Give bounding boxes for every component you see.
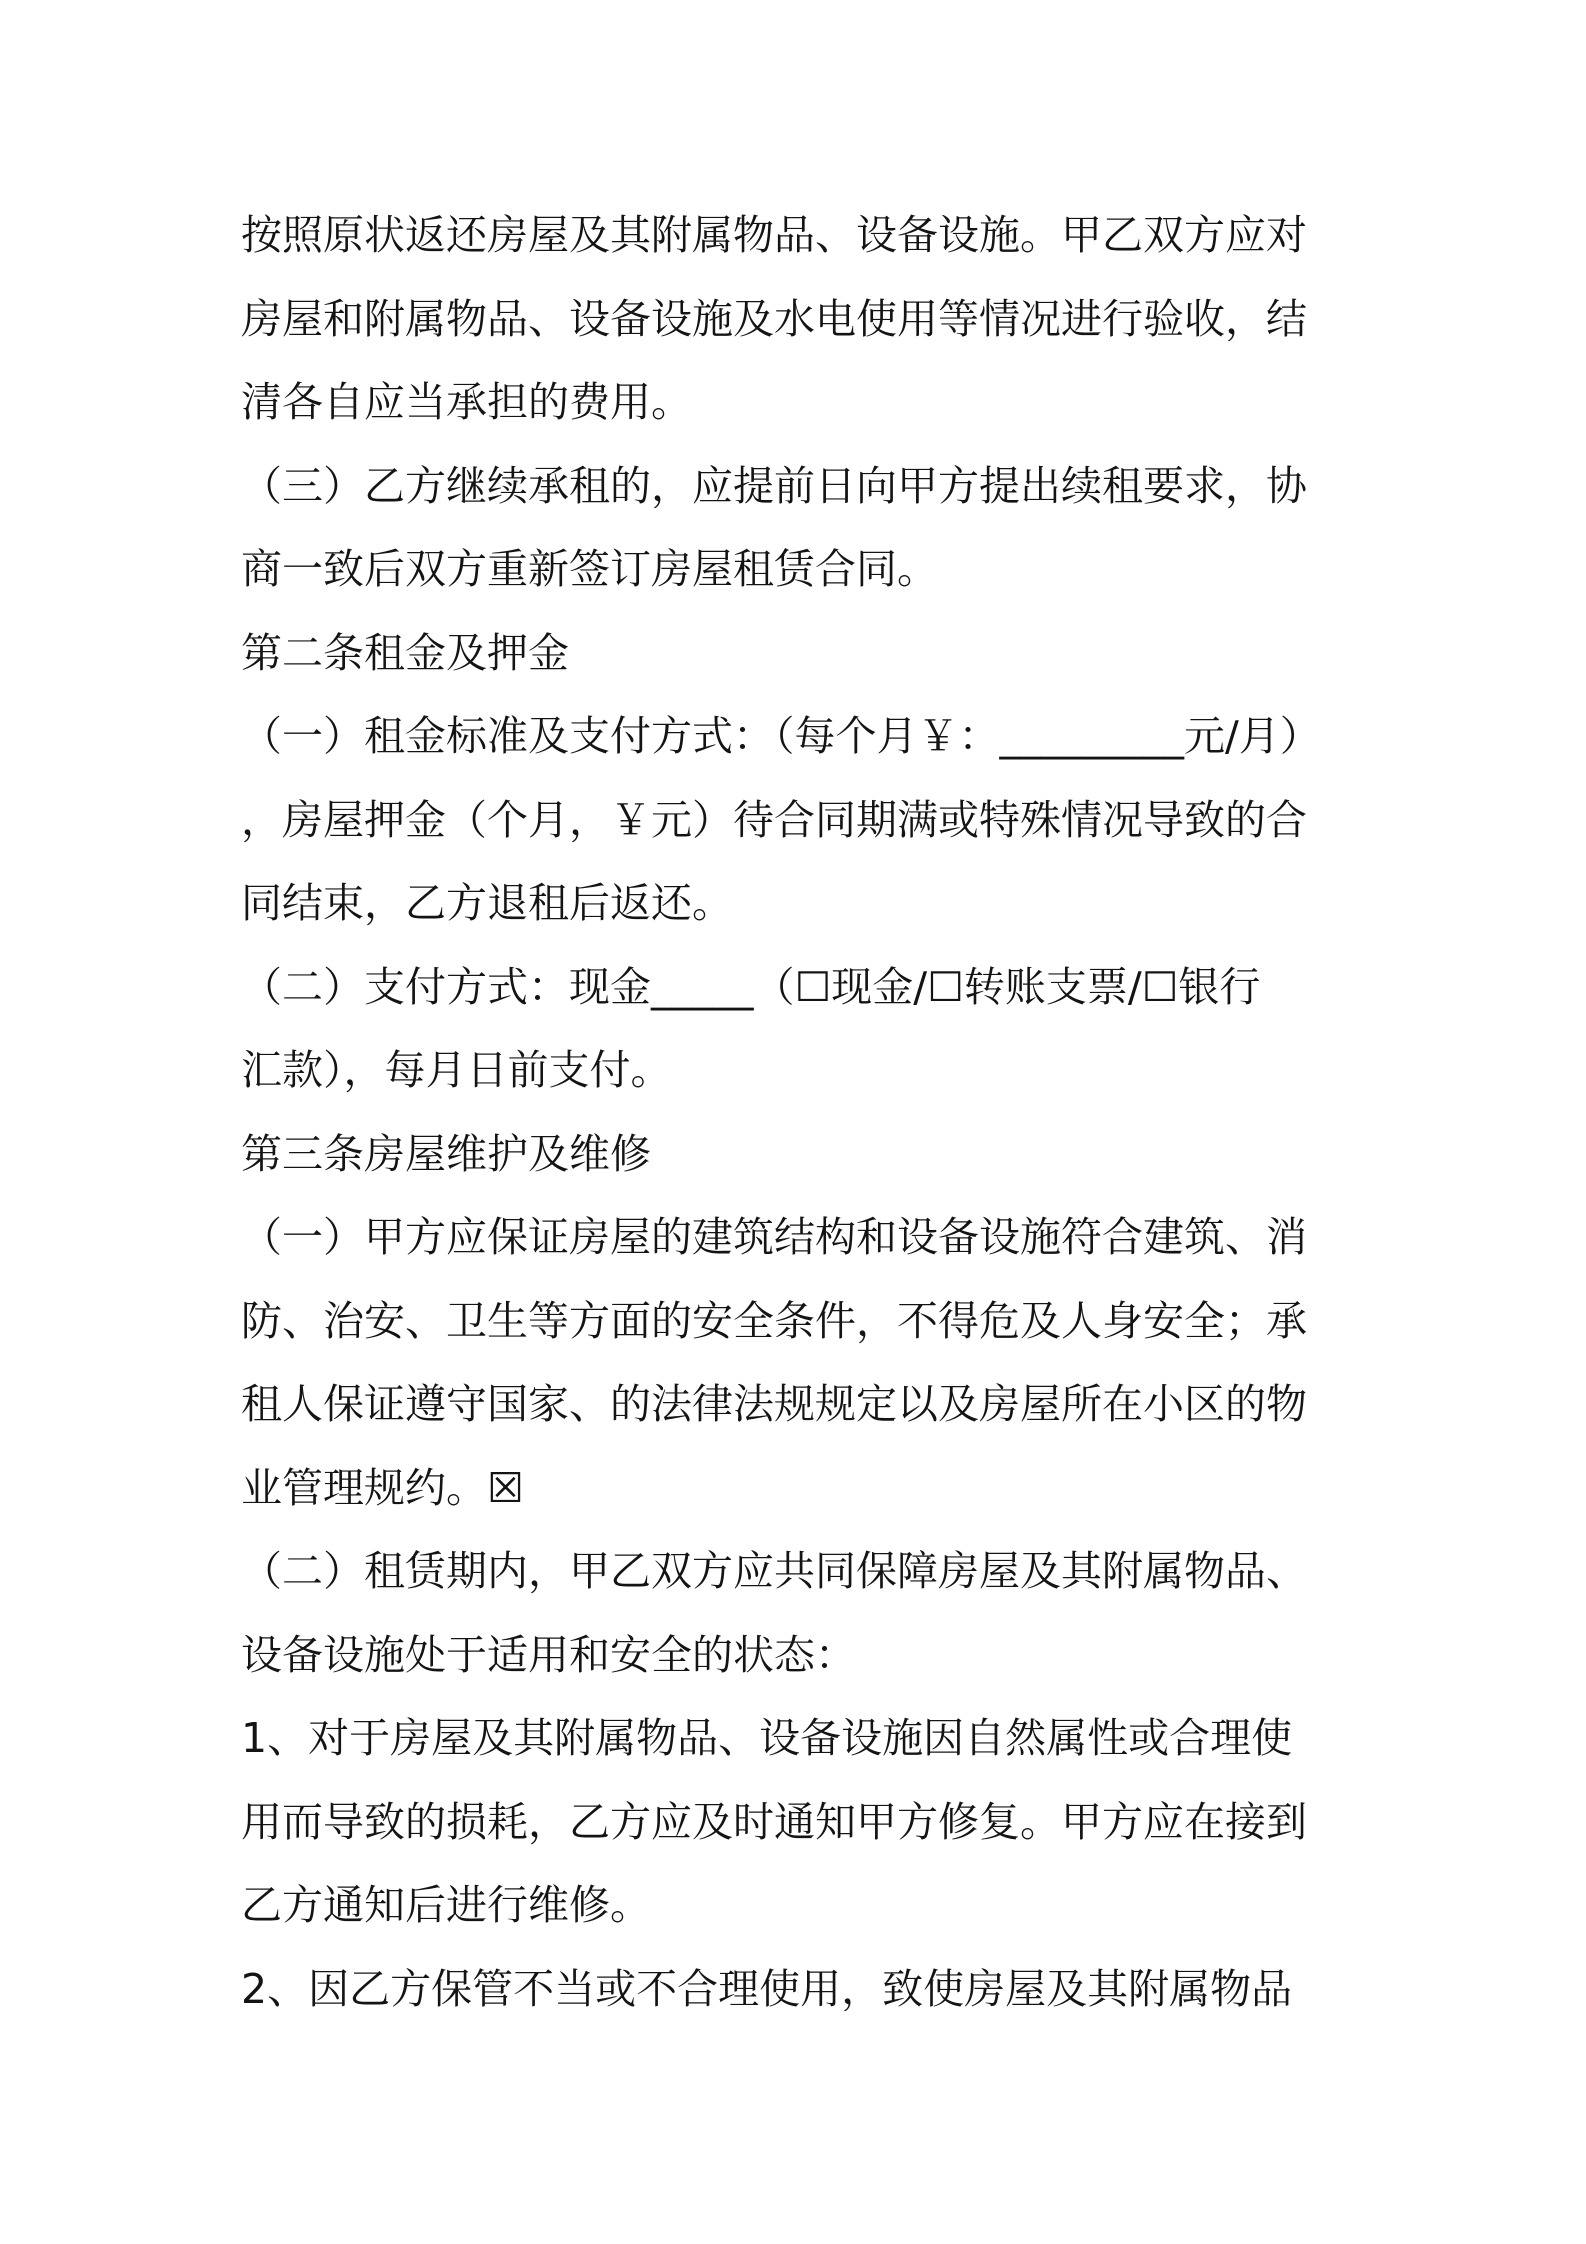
text-line: （一）甲方应保证房屋的建筑结构和设备设施符合建筑、消 (241, 1213, 1307, 1261)
text-line: 租人保证遵守国家、的法律法规规定以及房屋所在小区的物 (241, 1380, 1307, 1428)
text-line: 1、对于房屋及其附属物品、设备设施因自然属性或合理使 (241, 1714, 1293, 1762)
section-heading: 第二条租金及押金 (241, 628, 569, 677)
text-line: （二）支付方式：现金_____（☐现金/☐转账支票/☐银行 (241, 962, 1261, 1011)
text-line: 设备设施处于适用和安全的状态： (241, 1630, 856, 1679)
text-line: 防、治安、卫生等方面的安全条件，不得危及人身安全；承 (241, 1296, 1307, 1345)
text-line: 业管理规约。☒ (241, 1463, 524, 1512)
text-line: 乙方通知后进行维修。 (241, 1881, 651, 1929)
text-line: 汇款），每月日前支付。 (241, 1046, 672, 1094)
text-line: 用而导致的损耗，乙方应及时通知甲方修复。甲方应在接到 (241, 1797, 1307, 1846)
text-line: 同结束，乙方退租后返还。 (241, 879, 733, 927)
text-line: 清各自应当承担的费用。 (241, 378, 692, 426)
text-line: （一）租金标准及支付方式：（每个月￥：_________元/月） (241, 712, 1321, 760)
text-line: ，房屋押金（个月，￥元）待合同期满或特殊情况导致的合 (241, 795, 1307, 844)
text-line: 2、因乙方保管不当或不合理使用，致使房屋及其附属物品 (241, 1964, 1293, 2013)
document-body (241, 194, 1361, 2031)
text-line: （三）乙方继续承租的，应提前日向甲方提出续租要求，协 (241, 461, 1307, 510)
section-heading: 第三条房屋维护及维修 (241, 1129, 651, 1178)
text-line: 按照原状返还房屋及其附属物品、设备设施。甲乙双方应对 (241, 211, 1307, 259)
text-line: 房屋和附属物品、设备设施及水电使用等情况进行验收，结 (241, 294, 1307, 343)
text-line: （二）租赁期内，甲乙双方应共同保障房屋及其附属物品、 (241, 1547, 1307, 1595)
text-line: 商一致后双方重新签订房屋租赁合同。 (241, 545, 938, 593)
